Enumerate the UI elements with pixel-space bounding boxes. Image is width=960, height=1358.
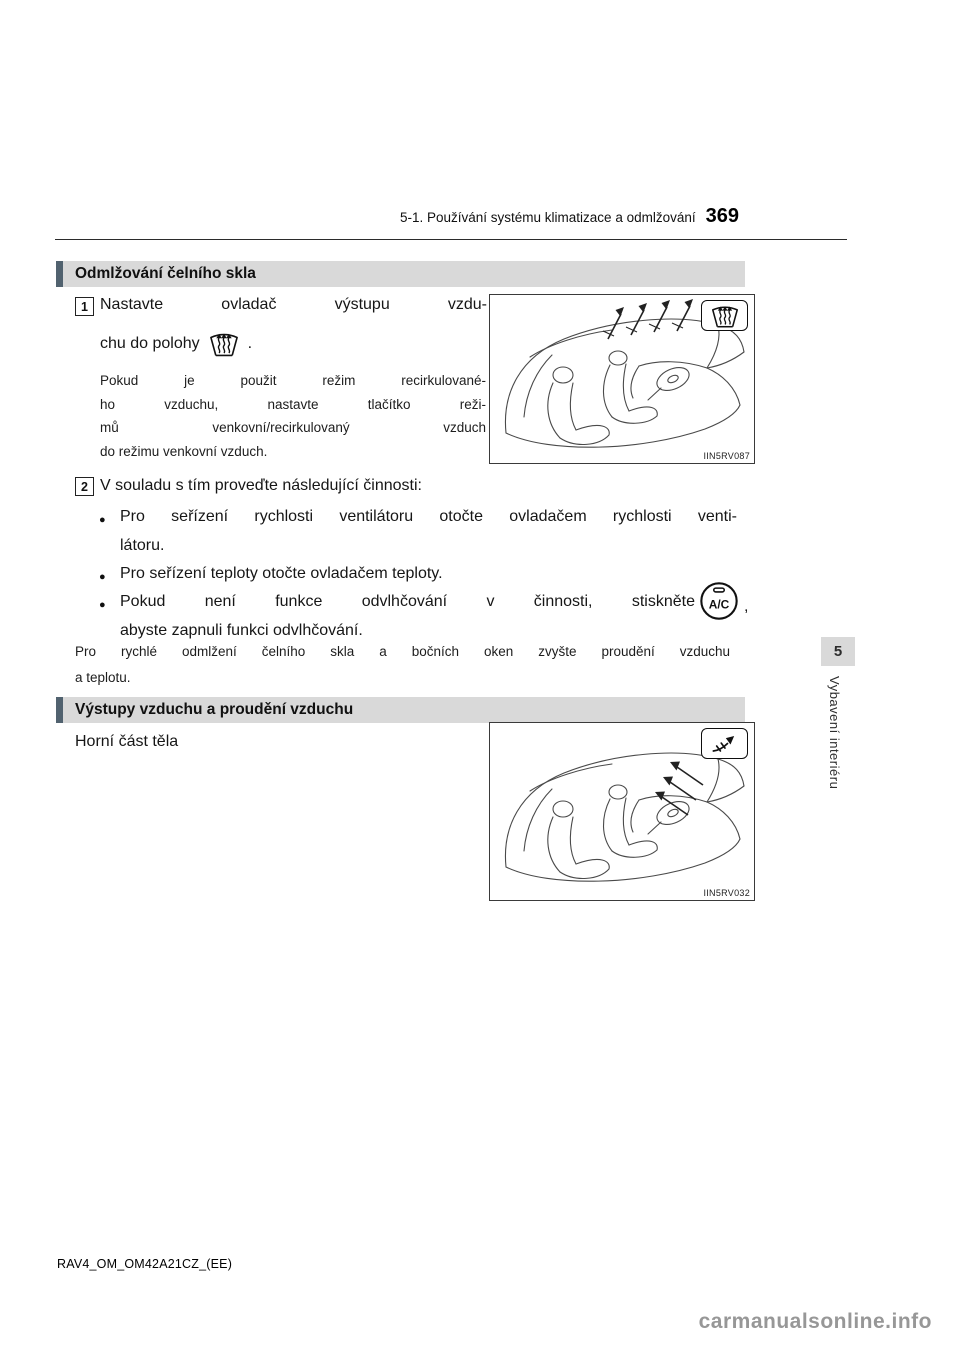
defrost-windshield-icon bbox=[206, 330, 242, 358]
step-1-line-2 bbox=[100, 330, 252, 358]
page-header bbox=[55, 205, 739, 228]
watermark-text: carmanualsonline.info bbox=[698, 1310, 932, 1333]
heading-accent-bar bbox=[56, 697, 63, 723]
header-divider bbox=[55, 239, 847, 240]
step-1-line-2-text: chu do polohy bbox=[100, 335, 200, 352]
page-number: 369 bbox=[705, 205, 739, 227]
document-code: RAV4_OM_OM42A21CZ_(EE) bbox=[57, 1257, 233, 1271]
step-2-intro: V souladu s tím proveďte následující činnosti: bbox=[100, 477, 422, 494]
section-heading-defog bbox=[56, 261, 745, 287]
upper-body-airflow-icon-box bbox=[701, 728, 748, 759]
section-title: Odmlžování čelního skla bbox=[75, 265, 256, 282]
step-1-line-2-period: . bbox=[247, 335, 253, 352]
bullet-temperature bbox=[99, 564, 739, 587]
chapter-tab-number: 5 bbox=[821, 637, 855, 666]
note-line: do režimu venkovní vzduch. bbox=[100, 443, 268, 459]
bullet-line: látoru. bbox=[120, 537, 165, 554]
bullet-line: Pro seřízení teploty otočte ovladačem teploty. bbox=[120, 565, 443, 582]
bullet-fan-speed bbox=[99, 507, 739, 556]
section-heading-vents bbox=[56, 697, 745, 723]
figure-code: IIN5RV032 bbox=[703, 888, 750, 898]
bullet-dehumidify bbox=[99, 592, 749, 641]
step-1-number: 1 bbox=[75, 297, 94, 316]
bullet-line: Pro seřízení rychlosti ventilátoru otočte ovladačem rychlosti venti- bbox=[120, 508, 737, 525]
defrost-windshield-icon-box bbox=[701, 300, 748, 331]
upper-body-airflow-icon bbox=[708, 731, 742, 756]
step-1-line-1: Nastavte ovladač výstupu vzdu- bbox=[100, 296, 487, 313]
figure-airflow bbox=[489, 722, 755, 901]
step-2-number: 2 bbox=[75, 477, 94, 496]
note-line: Pokud je použit režim recirkulované- bbox=[100, 373, 486, 388]
ac-button-label: A/C bbox=[708, 597, 730, 612]
comma-after-icon: , bbox=[744, 598, 749, 615]
bullet-marker: ● bbox=[99, 599, 106, 611]
bullet-line: abyste zapnuli funkci odvlhčování. bbox=[120, 622, 363, 639]
note-line: Pro rychlé odmlžení čelního skla a bočních oken zvyšte proudění vzduchu bbox=[75, 644, 730, 659]
bullet-marker: ● bbox=[99, 571, 106, 583]
note-line: a teplotu. bbox=[75, 670, 131, 685]
chapter-tab-label: Vybavení interiéru bbox=[827, 676, 842, 790]
note-line: mů venkovní/recirkulovaný vzduch bbox=[100, 420, 486, 435]
figure-defog bbox=[489, 294, 755, 464]
note-line: ho vzduchu, nastavte tlačítko reži- bbox=[100, 396, 486, 412]
figure-code: IIN5RV087 bbox=[703, 451, 750, 461]
upper-body-label: Horní část těla bbox=[75, 733, 179, 750]
bullet-line: Pokud není funkce odvlhčování v činnosti, stiskněte bbox=[120, 593, 695, 610]
section-title: Výstupy vzduchu a proudění vzduchu bbox=[75, 701, 354, 718]
section-header-label: 5-1. Používání systému klimatizace a odmlžování bbox=[399, 210, 696, 225]
defrost-windshield-icon bbox=[707, 303, 743, 329]
ac-button-icon bbox=[698, 580, 740, 622]
step-1-note bbox=[100, 369, 486, 463]
heading-accent-bar bbox=[56, 261, 63, 287]
section-1-note bbox=[75, 639, 730, 691]
bullet-marker: ● bbox=[99, 514, 106, 526]
